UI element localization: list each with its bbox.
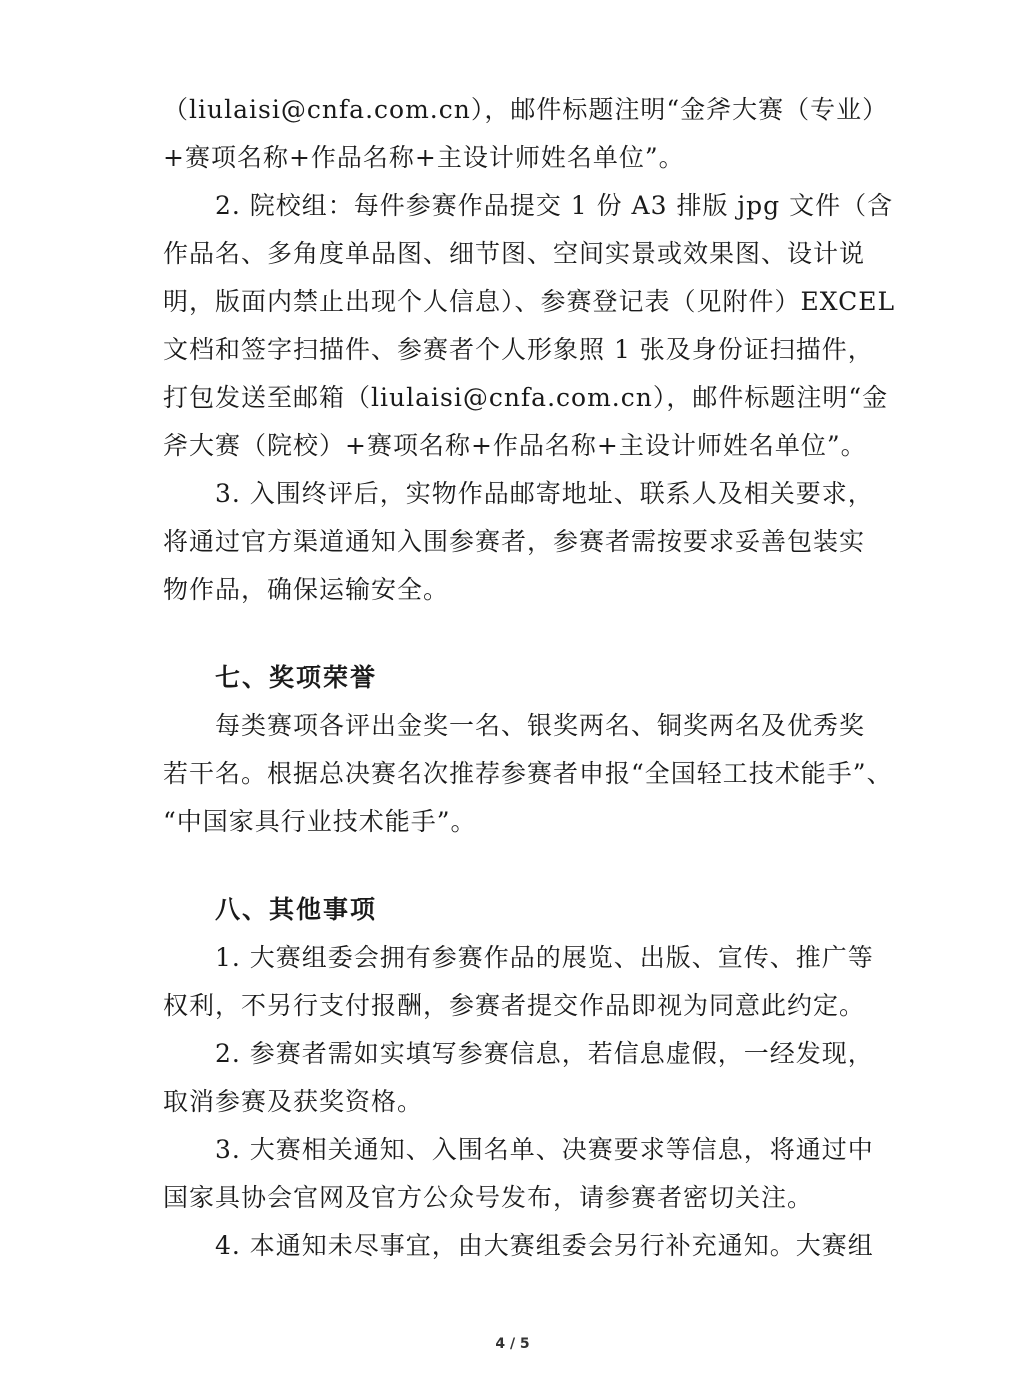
awards-line: 若干名。根据总决赛名次推荐参赛者申报“全国轻工技术能手”、 (163, 759, 893, 788)
other-item-2: 2. 参赛者需如实填写参赛信息，若信息虚假，一经发现， (215, 1039, 874, 1068)
submit-line: （liulaisi@cnfa.com.cn），邮件标题注明“金斧大赛（专业） (163, 95, 889, 124)
awards-line: “中国家具行业技术能手”。 (163, 807, 477, 836)
submit-line: 斧大赛（院校）+赛项名称+作品名称+主设计师姓名单位”。 (163, 431, 867, 460)
submit-item-2: 2. 院校组：每件参赛作品提交 1 份 A3 排版 jpg 文件（含 (215, 191, 894, 220)
other-line: 取消参赛及获奖资格。 (163, 1087, 424, 1116)
page-number: 4 / 5 (495, 1336, 530, 1352)
submit-line: 将通过官方渠道通知入围参赛者，参赛者需按要求妥善包装实 (163, 527, 866, 556)
submit-line: 文档和签字扫描件、参赛者个人形象照 1 张及身份证扫描件， (163, 335, 874, 364)
section-heading-awards: 七、奖项荣誉 (215, 663, 378, 692)
other-line: 权利，不另行支付报酬，参赛者提交作品即视为同意此约定。 (163, 991, 866, 1020)
other-line: 国家具协会官网及官方公众号发布，请参赛者密切关注。 (163, 1183, 814, 1212)
other-item-3: 3. 大赛相关通知、入围名单、决赛要求等信息，将通过中 (215, 1135, 874, 1164)
submit-line: +赛项名称+作品名称+主设计师姓名单位”。 (163, 143, 685, 172)
other-item-4: 4. 本通知未尽事宜，由大赛组委会另行补充通知。大赛组 (215, 1231, 874, 1260)
submit-line: 打包发送至邮箱（liulaisi@cnfa.com.cn），邮件标题注明“金 (163, 383, 889, 412)
submit-item-3: 3. 入围终评后，实物作品邮寄地址、联系人及相关要求， (215, 479, 874, 508)
submit-line: 明，版面内禁止出现个人信息）、参赛登记表（见附件）EXCEL (163, 287, 896, 316)
other-item-1: 1. 大赛组委会拥有参赛作品的展览、出版、宣传、推广等 (215, 943, 874, 972)
awards-line: 每类赛项各评出金奖一名、银奖两名、铜奖两名及优秀奖 (215, 711, 866, 740)
section-heading-other: 八、其他事项 (215, 895, 378, 924)
submit-line: 物作品，确保运输安全。 (163, 575, 450, 604)
submit-line: 作品名、多角度单品图、细节图、空间实景或效果图、设计说 (163, 239, 866, 268)
